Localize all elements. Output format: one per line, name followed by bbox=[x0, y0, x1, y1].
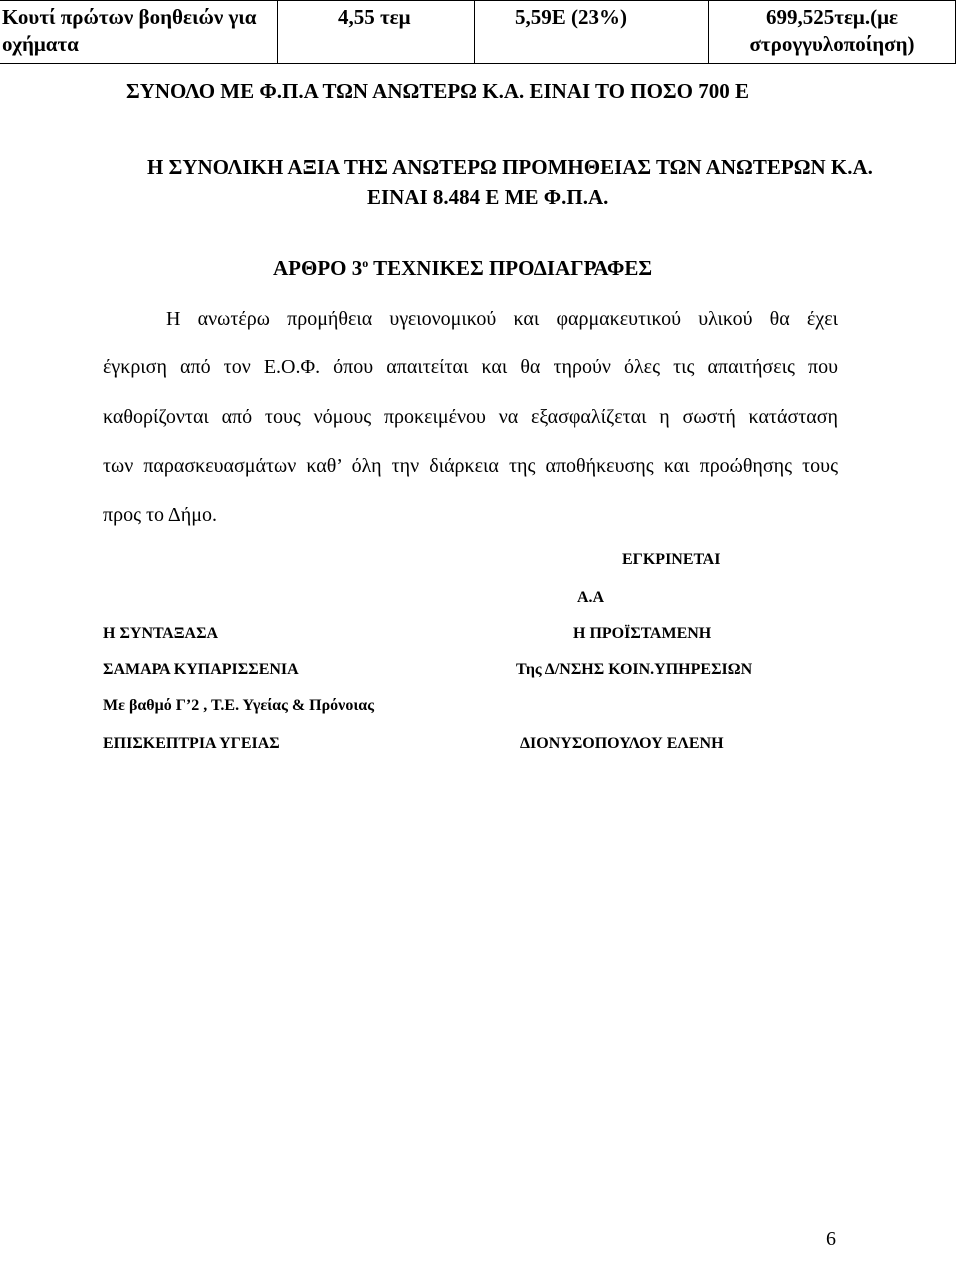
article-heading-ordinal: ο bbox=[362, 256, 369, 270]
composer-name: ΣΑΜΑΡΑ ΚΥΠΑΡΙΣΣΕΝΙΑ bbox=[103, 661, 299, 678]
composer-rank: Με βαθμό Γ’2 , Τ.Ε. Υγείας & Πρόνοιας bbox=[103, 697, 374, 714]
paragraph-line-4: των παρασκευασμάτων καθ’ όλη την διάρκεια της αποθήκευσης και προώθησης τους bbox=[103, 455, 838, 477]
item-description-line-1: Κουτί πρώτων βοηθειών για bbox=[2, 5, 257, 29]
page-number: 6 bbox=[826, 1228, 836, 1250]
article-heading-title: ΤΕΧΝΙΚΕΣ ΠΡΟΔΙΑΓΡΑΦΕΣ bbox=[368, 256, 653, 280]
item-total-line-2: στρογγυλοποίηση) bbox=[749, 32, 915, 56]
item-total-line-1: 699,525τεμ.(με bbox=[766, 5, 898, 29]
article-heading-prefix: ΑΡΘΡΟ 3 bbox=[273, 256, 363, 280]
approved-label: ΕΓΚΡΙΝΕΤΑΙ bbox=[622, 551, 721, 568]
article-heading bbox=[273, 256, 652, 281]
item-quantity-cell bbox=[278, 1, 475, 63]
paragraph-line-3: καθορίζονται από τους νόμους προκειμένου να εξασφαλίζεται η σωστή κατάσταση bbox=[103, 406, 838, 428]
paragraph-line-2: έγκριση από τον Ε.Ο.Φ. όπου απαιτείται και θα τηρούν όλες τις απαιτήσεις που bbox=[103, 356, 838, 378]
supervisor-department: Της Δ/ΝΣΗΣ ΚΟΙΝ.ΥΠΗΡΕΣΙΩΝ bbox=[516, 661, 753, 678]
paragraph-line-1: Η ανωτέρω προμήθεια υγειονομικού και φαρμακευτικού υλικού θα έχει bbox=[166, 308, 838, 330]
composer-role: ΕΠΙΣΚΕΠΤΡΙΑ ΥΓΕΙΑΣ bbox=[103, 735, 280, 752]
summary-value-line-2: ΕΙΝΑΙ 8.484 Ε ΜΕ Φ.Π.Α. bbox=[367, 185, 609, 209]
supervisor-name: ΔΙΟΝΥΣΟΠΟΥΛΟΥ ΕΛΕΝΗ bbox=[520, 735, 724, 752]
aa-label: Α.Α bbox=[577, 589, 605, 606]
items-table bbox=[0, 0, 956, 64]
item-description-line-2: οχήματα bbox=[2, 32, 79, 56]
item-quantity: 4,55 τεμ bbox=[338, 5, 411, 29]
item-price-cell bbox=[475, 1, 709, 63]
item-description-cell bbox=[0, 1, 278, 63]
summary-total-line: ΣΥΝΟΛΟ ΜΕ Φ.Π.Α ΤΩΝ ΑΝΩΤΕΡΩ Κ.Α. ΕΙΝΑΙ ΤΟ ΠΟΣΟ 700 Ε bbox=[126, 79, 749, 103]
item-price: 5,59Ε (23%) bbox=[515, 5, 627, 29]
item-total-cell bbox=[709, 1, 955, 63]
composer-title: Η ΣΥΝΤΑΞΑΣΑ bbox=[103, 625, 219, 642]
paragraph-line-5: προς το Δήμο. bbox=[103, 504, 217, 526]
summary-value-line-1: Η ΣΥΝΟΛΙΚΗ ΑΞΙΑ ΤΗΣ ΑΝΩΤΕΡΩ ΠΡΟΜΗΘΕΙΑΣ ΤΩΝ ΑΝΩΤΕΡΩΝ Κ.Α. bbox=[147, 155, 873, 179]
supervisor-title: Η ΠΡΟΪΣΤΑΜΕΝΗ bbox=[573, 625, 712, 642]
